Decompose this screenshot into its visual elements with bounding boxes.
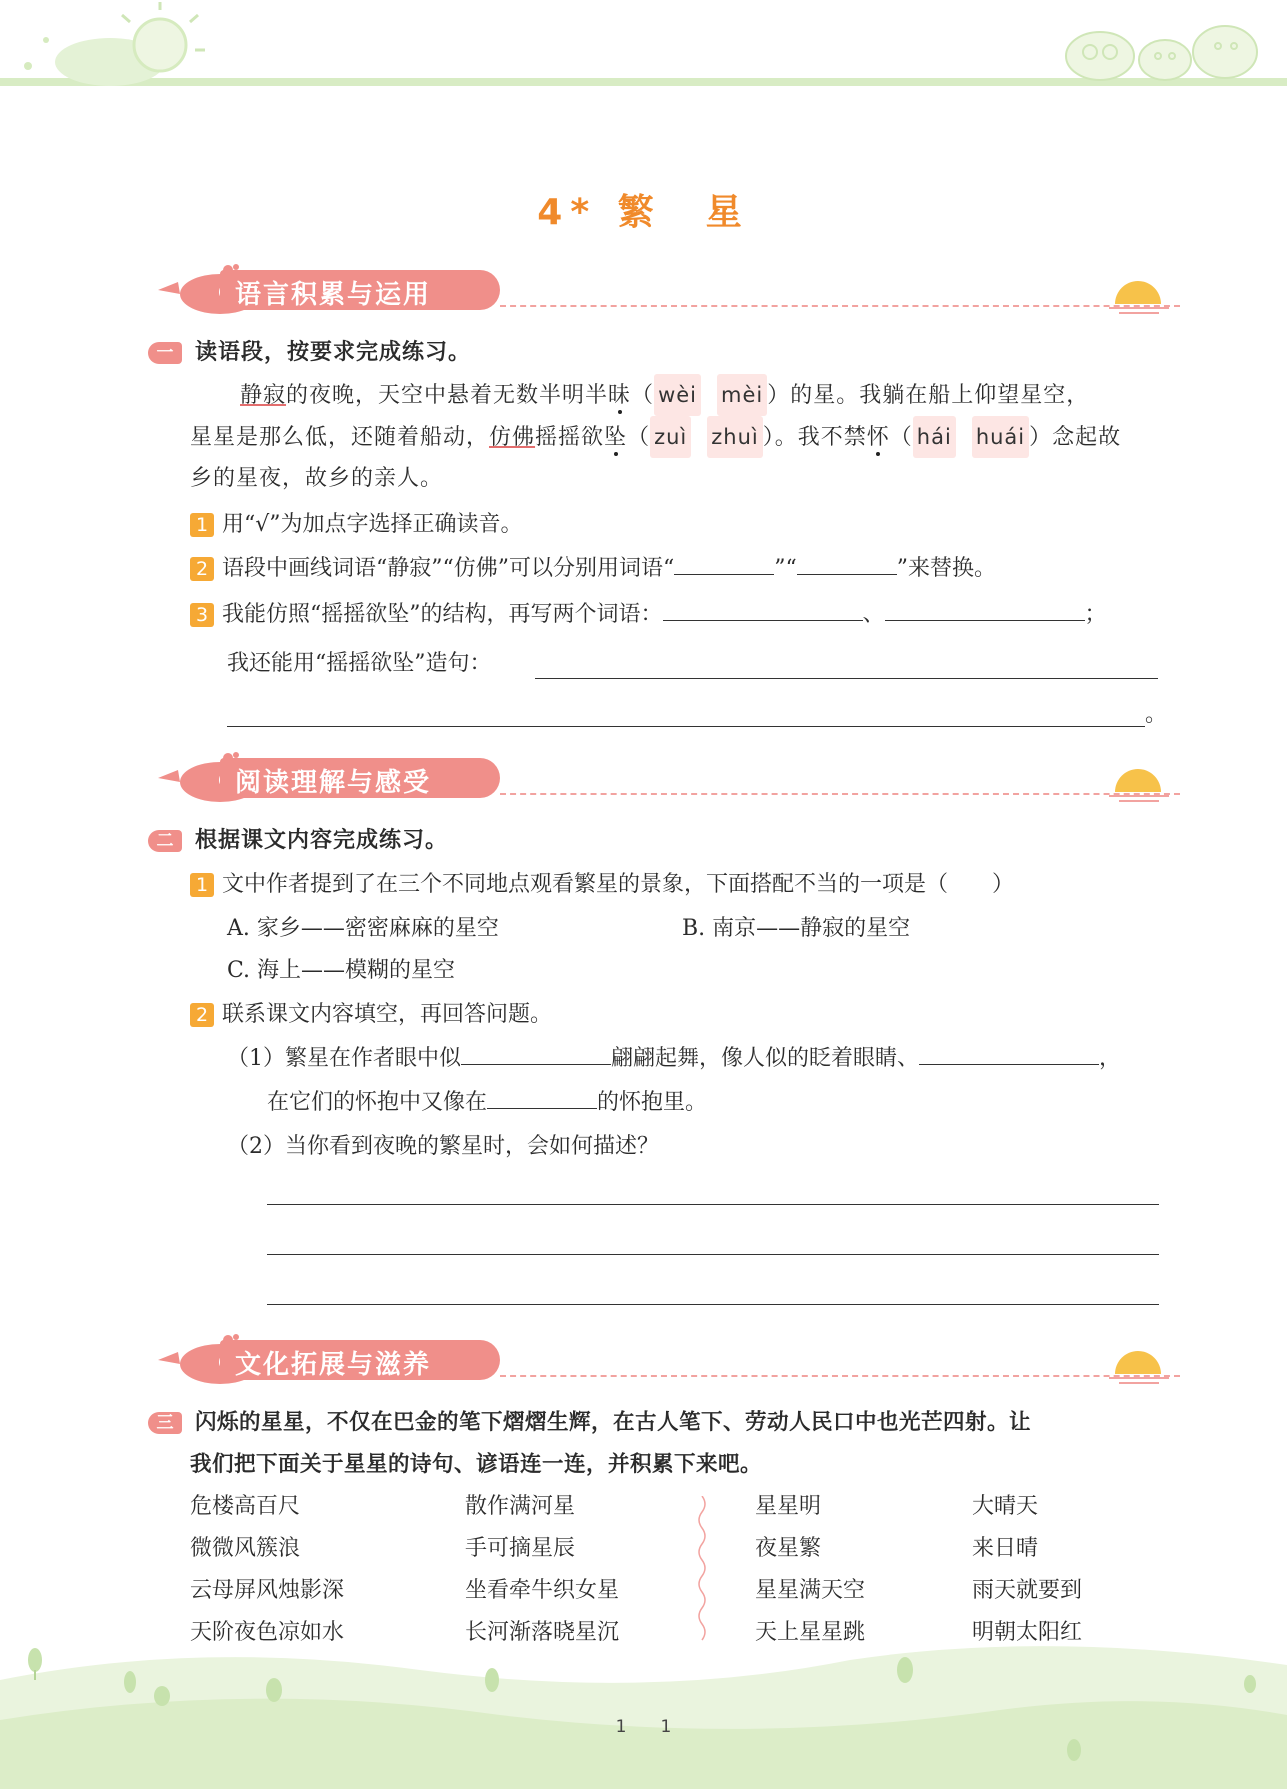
section-title-1: 语言积累与运用 (235, 280, 432, 310)
q1-sub1-text: 用“√”为加点字选择正确读音。 (222, 512, 523, 537)
match-item[interactable]: 散作满河星 (465, 1494, 576, 1519)
match-item[interactable]: 明朝太阳红 (972, 1620, 1083, 1645)
match-item[interactable]: 长河渐落晓星沉 (465, 1620, 620, 1645)
q2-sub2-number: 2 (190, 1003, 214, 1027)
q1-sub1-number: 1 (190, 513, 214, 537)
answer-line[interactable] (227, 726, 1145, 727)
passage-text: 星星是那么低，还随着船动， (190, 425, 490, 450)
answer-blank[interactable] (461, 1042, 611, 1065)
q1-sub2-text: ”“ (774, 556, 797, 581)
q1-sub1 (190, 504, 523, 546)
passage-text: 的星。我躺在船上仰望星空， (790, 383, 1090, 408)
pinyin-option[interactable]: mèi (717, 374, 767, 416)
q1-sub3-text: 我能仿照“摇摇欲坠”的结构，再写两个词语： (222, 602, 663, 627)
section-banner-2 (70, 758, 1170, 798)
q1-sub3-end: 。 (1145, 702, 1168, 727)
q2-part1-line2 (267, 1082, 707, 1124)
page-number: 1 1 (615, 1717, 672, 1737)
q1-heading (148, 332, 471, 374)
q2-part1-text: 在它们的怀抱中又像在 (267, 1090, 488, 1115)
match-item[interactable]: 来日晴 (972, 1536, 1039, 1561)
answer-blank[interactable] (487, 1086, 597, 1109)
q1-passage-line3: 乡的星夜，故乡的亲人。 (190, 466, 444, 491)
word-fangfu: 仿佛 (489, 425, 536, 450)
q1-sub2-text: ”来替换。 (896, 556, 996, 581)
q2-part1-text: ， (1099, 1046, 1122, 1071)
pinyin-option[interactable]: hái (913, 416, 956, 458)
q1-passage-line2: 星星是那么低，还随着船动，仿佛摇摇欲坠（ zuì zhuì ）。我不禁怀（ hái huái ）念起故 (190, 416, 1121, 459)
q2-part2: （2）当你看到夜晚的繁星时，会如何描述？ (227, 1134, 659, 1159)
answer-blank[interactable] (663, 598, 863, 621)
match-item[interactable]: 云母屏风烛影深 (190, 1578, 345, 1603)
q2-badge: 二 (148, 830, 182, 852)
section-title-3: 文化拓展与滋养 (235, 1350, 432, 1380)
q1-sub3-sentence (227, 643, 492, 685)
match-item[interactable]: 星星明 (755, 1494, 822, 1519)
q2-part1-line1 (227, 1038, 1121, 1080)
passage-text: 的夜晚，天空中悬着无数半明半 (286, 383, 609, 408)
q2-part1-text: 的怀抱里。 (597, 1090, 708, 1115)
pinyin-option[interactable]: zhuì (707, 416, 762, 458)
word-jingji: 静寂 (240, 383, 287, 408)
answer-blank[interactable] (797, 552, 897, 575)
match-item[interactable]: 危楼高百尺 (190, 1494, 301, 1519)
pinyin-option[interactable]: zuì (650, 416, 691, 458)
answer-line[interactable] (535, 678, 1158, 679)
pinyin-option[interactable]: huái (972, 416, 1029, 458)
answer-blank[interactable] (885, 598, 1085, 621)
q2-sub1-text: 文中作者提到了在三个不同地点观看繁星的景象，下面搭配不当的一项是（ ） (222, 872, 1015, 897)
match-item[interactable]: 天上星星跳 (755, 1620, 866, 1645)
header-illustration (0, 0, 1287, 100)
match-item[interactable]: 微微风簇浪 (190, 1536, 301, 1561)
answer-blank[interactable] (919, 1042, 1099, 1065)
match-item[interactable]: 大晴天 (972, 1494, 1039, 1519)
passage-text: 念起故 (1052, 425, 1122, 450)
q2-part1-text: 翩翩起舞，像人似的眨着眼睛、 (611, 1046, 920, 1071)
answer-line[interactable] (267, 1304, 1159, 1305)
passage-text: 。我不禁 (774, 425, 867, 450)
dotted-char-huai: 怀 (866, 425, 890, 450)
match-item[interactable]: 天阶夜色凉如水 (190, 1620, 345, 1645)
option-c[interactable]: C. 海上——模糊的星空 (227, 958, 456, 983)
sunset-icon (1105, 1348, 1175, 1384)
q2-sub2 (190, 994, 552, 1036)
answer-line[interactable] (267, 1254, 1159, 1255)
q1-sub2-text: 语段中画线词语“静寂”“仿佛”可以分别用词语“ (222, 556, 675, 581)
match-item[interactable]: 手可摘星辰 (465, 1536, 576, 1561)
match-item[interactable]: 星星满天空 (755, 1578, 866, 1603)
q1-sub3-text: 、 (862, 602, 885, 627)
match-item[interactable]: 雨天就要到 (972, 1578, 1083, 1603)
q1-sub2 (190, 548, 996, 590)
q3-badge: 三 (148, 1412, 182, 1434)
answer-line[interactable] (267, 1204, 1159, 1205)
q1-sub3-number: 3 (190, 603, 214, 627)
match-item[interactable]: 坐看牵牛织女星 (465, 1578, 620, 1603)
q3-line1: 闪烁的星星，不仅在巴金的笔下熠熠生辉，在古人笔下、劳动人民口中也光芒四射。让 (195, 1410, 1032, 1435)
pinyin-option[interactable]: wèi (654, 374, 701, 416)
q2-part1-text: （1）繁星在作者眼中似 (227, 1046, 461, 1071)
q1-title: 读语段，按要求完成练习。 (195, 340, 472, 365)
q1-badge: 一 (148, 342, 182, 364)
option-b[interactable]: B. 南京——静寂的星空 (682, 916, 911, 941)
q1-sub2-number: 2 (190, 557, 214, 581)
answer-blank[interactable] (674, 552, 774, 575)
dotted-char-mei: 昧 (608, 383, 632, 408)
q1-passage-line1: 静寂的夜晚，天空中悬着无数半明半昧（ wèi mèi ）的星。我躺在船上仰望星空， (240, 374, 1089, 417)
sunset-icon (1105, 766, 1175, 802)
lesson-title: 4* 繁 星 (537, 192, 750, 233)
sunset-icon (1105, 278, 1175, 314)
q2-heading (148, 820, 448, 862)
section-banner-1 (70, 270, 1170, 310)
q2-sub1 (190, 864, 1014, 906)
dotted-char-zhui: 坠 (604, 425, 628, 450)
match-item[interactable]: 夜星繁 (755, 1536, 822, 1561)
passage-text: 摇摇欲 (535, 425, 605, 450)
hills-illustration (0, 1620, 1287, 1789)
section-banner-3 (70, 1340, 1170, 1380)
q3-line2: 我们把下面关于星星的诗句、谚语连一连，并积累下来吧。 (190, 1452, 763, 1477)
q1-sub3-text: ； (1084, 602, 1107, 627)
q2-sub1-number: 1 (190, 873, 214, 897)
top-decoration (0, 0, 1287, 100)
section-title-2: 阅读理解与感受 (235, 768, 432, 798)
q1-sub3 (190, 594, 1107, 636)
q2-sub2-text: 联系课文内容填空，再回答问题。 (222, 1002, 553, 1027)
q1-sub3-sentence-prompt: 我还能用“摇摇欲坠”造句： (227, 651, 492, 676)
option-a[interactable]: A. 家乡——密密麻麻的星空 (227, 916, 499, 941)
q3-heading (148, 1402, 1031, 1444)
q2-title: 根据课文内容完成练习。 (195, 828, 449, 853)
